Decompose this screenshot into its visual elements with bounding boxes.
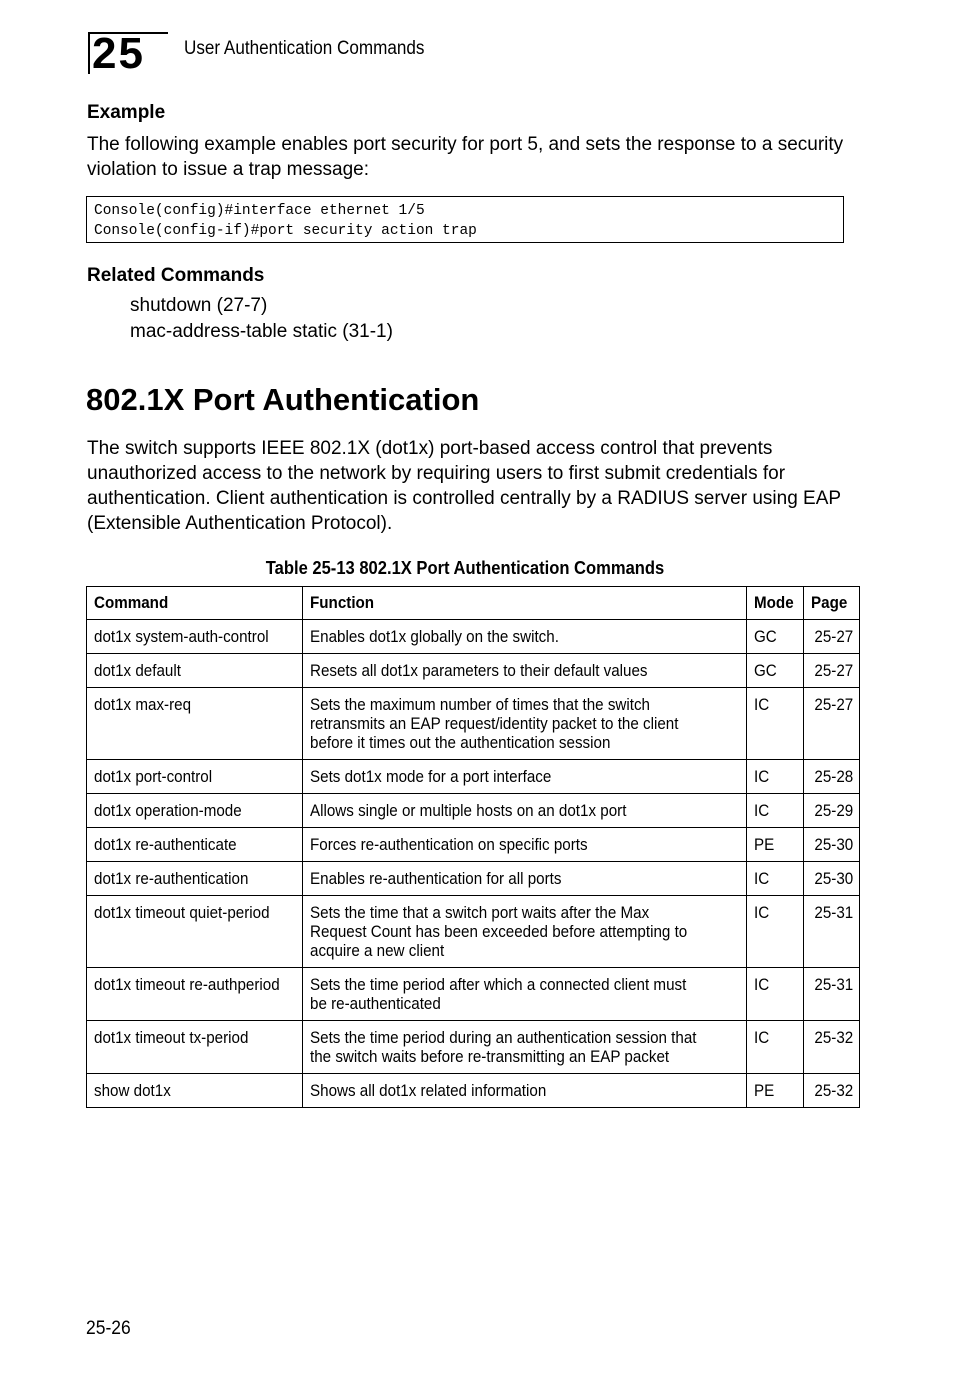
- page-cell: 25-27: [803, 620, 859, 654]
- table-row: [87, 654, 860, 688]
- column-header-page: Page: [803, 587, 859, 620]
- table-row: [87, 1074, 860, 1108]
- table-row: [87, 896, 860, 968]
- function-cell: Enables re-authentication for all ports: [302, 862, 746, 896]
- function-cell: Resets all dot1x parameters to their default values: [302, 654, 746, 688]
- related-command-link[interactable]: shutdown (27-7): [130, 295, 268, 316]
- function-cell: Sets the time period during an authentication session that the switch waits before re-transmitting an EAP packet: [302, 1021, 746, 1074]
- function-cell: Sets the time that a switch port waits after the Max Request Count has been exceeded before attempting to acquire a new client: [302, 896, 746, 968]
- command-cell: dot1x timeout tx-period: [87, 1021, 303, 1074]
- mode-cell: IC: [746, 862, 803, 896]
- function-cell: Allows single or multiple hosts on an dot1x port: [302, 794, 746, 828]
- function-cell: Sets the maximum number of times that the switch retransmits an EAP request/identity packet to the client before it times out the authentication session: [302, 688, 746, 760]
- command-cell: dot1x timeout quiet-period: [87, 896, 303, 968]
- section-intro: The switch supports IEEE 802.1X (dot1x) port-based access control that prevents unauthorized access to the network by requiring users to first submit credentials for authentication. Client authentication is controlled centrally by a RADIUS server using EAP (Extensible Authentication Protocol).: [87, 438, 841, 534]
- command-cell: dot1x system-auth-control: [87, 620, 303, 654]
- table-header-row: [87, 587, 860, 620]
- command-cell: dot1x re-authentication: [87, 862, 303, 896]
- mode-cell: IC: [746, 1021, 803, 1074]
- mode-cell: GC: [746, 620, 803, 654]
- function-cell: Sets dot1x mode for a port interface: [302, 760, 746, 794]
- code-line: Console(config-if)#port security action trap: [94, 223, 477, 239]
- mode-cell: IC: [746, 760, 803, 794]
- mode-cell: GC: [746, 654, 803, 688]
- related-commands-heading: Related Commands: [87, 265, 265, 286]
- chapter-title: User Authentication Commands: [184, 38, 425, 59]
- mode-cell: PE: [746, 1074, 803, 1108]
- page-cell: 25-32: [803, 1074, 859, 1108]
- page-cell: 25-27: [803, 654, 859, 688]
- mode-cell: IC: [746, 896, 803, 968]
- function-cell: Enables dot1x globally on the switch.: [302, 620, 746, 654]
- command-cell: dot1x timeout re-authperiod: [87, 968, 303, 1021]
- table-row: [87, 968, 860, 1021]
- chapter-number-box: [88, 29, 168, 78]
- table-row: [87, 828, 860, 862]
- function-cell: Forces re-authentication on specific ports: [302, 828, 746, 862]
- page-cell: 25-29: [803, 794, 859, 828]
- column-header-command: Command: [87, 587, 303, 620]
- section-title: 802.1X Port Authentication: [86, 382, 480, 417]
- command-cell: dot1x port-control: [87, 760, 303, 794]
- command-cell: show dot1x: [87, 1074, 303, 1108]
- code-line: Console(config)#interface ethernet 1/5: [94, 203, 425, 219]
- code-example: [86, 196, 844, 243]
- table-row: [87, 794, 860, 828]
- example-heading: Example: [87, 102, 166, 123]
- command-cell: dot1x re-authenticate: [87, 828, 303, 862]
- table-row: [87, 688, 860, 760]
- page-cell: 25-31: [803, 968, 859, 1021]
- page-cell: 25-30: [803, 862, 859, 896]
- example-text: The following example enables port security for port 5, and sets the response to a security violation to issue a trap message:: [87, 134, 844, 180]
- page-cell: 25-28: [803, 760, 859, 794]
- table-row: [87, 760, 860, 794]
- table-caption: Table 25-13 802.1X Port Authentication Commands: [265, 558, 665, 578]
- page-cell: 25-31: [803, 896, 859, 968]
- page-cell: 25-30: [803, 828, 859, 862]
- function-cell: Shows all dot1x related information: [302, 1074, 746, 1108]
- page-cell: 25-32: [803, 1021, 859, 1074]
- related-command-link[interactable]: mac-address-table static (31-1): [130, 321, 393, 342]
- command-cell: dot1x default: [87, 654, 303, 688]
- commands-table: [86, 586, 860, 1108]
- column-header-function: Function: [302, 587, 746, 620]
- mode-cell: IC: [746, 688, 803, 760]
- command-cell: dot1x max-req: [87, 688, 303, 760]
- mode-cell: IC: [746, 968, 803, 1021]
- page-number: 25-26: [86, 1318, 131, 1339]
- command-cell: dot1x operation-mode: [87, 794, 303, 828]
- mode-cell: IC: [746, 794, 803, 828]
- mode-cell: PE: [746, 828, 803, 862]
- table-row: [87, 620, 860, 654]
- page-cell: 25-27: [803, 688, 859, 760]
- chapter-number: 25: [92, 29, 145, 78]
- function-cell: Sets the time period after which a connected client must be re-authenticated: [302, 968, 746, 1021]
- column-header-mode: Mode: [746, 587, 803, 620]
- table-row: [87, 862, 860, 896]
- table-row: [87, 1021, 860, 1074]
